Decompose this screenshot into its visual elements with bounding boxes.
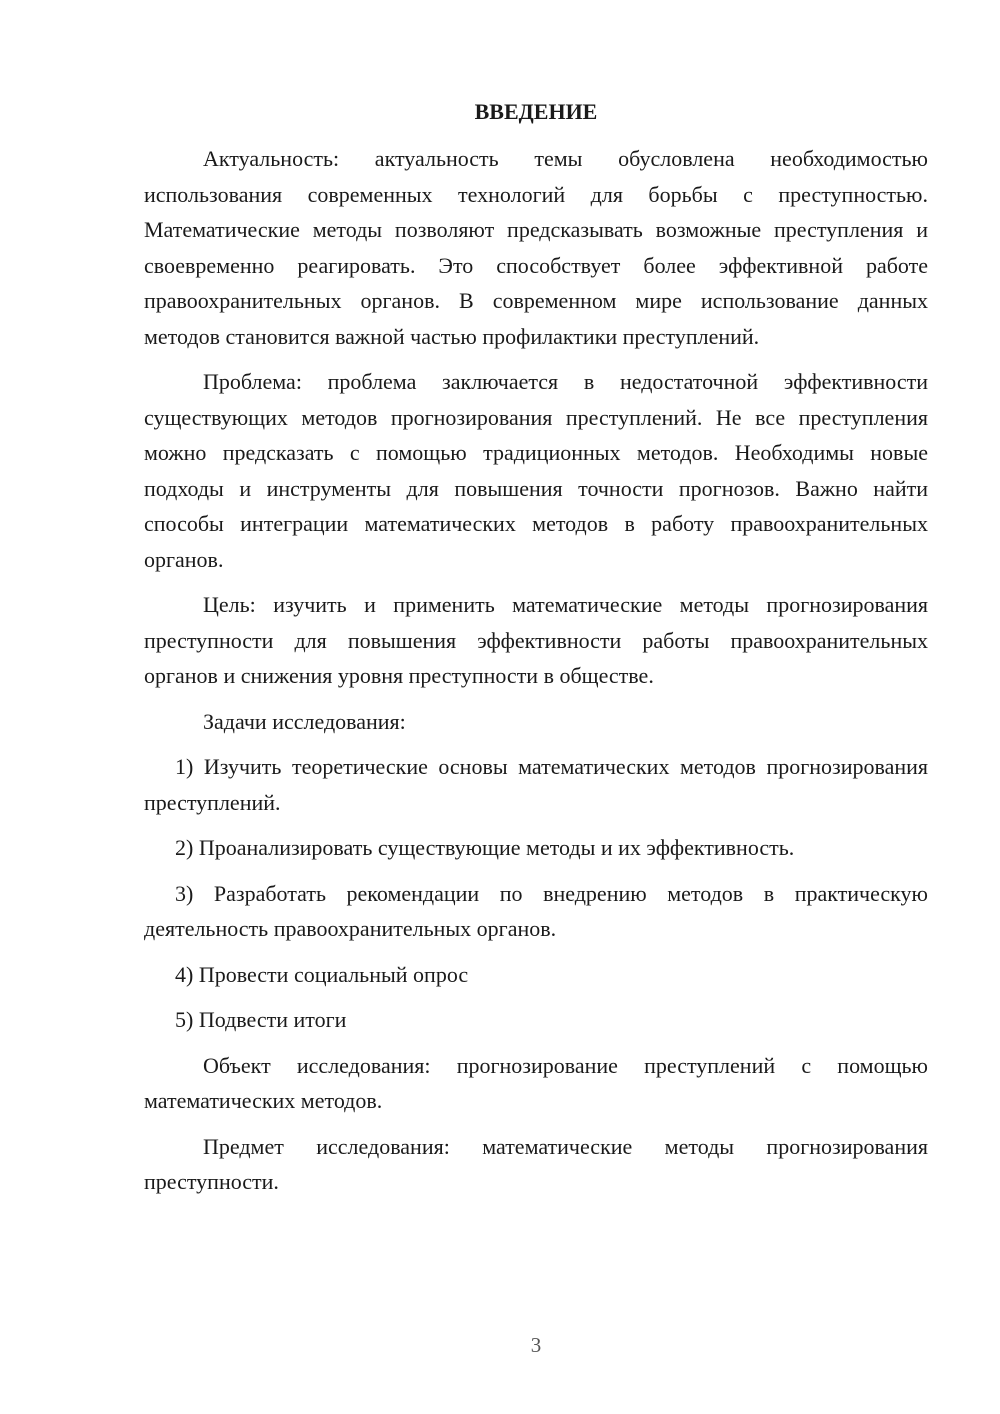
page-number: 3 — [530, 1333, 542, 1357]
task-item-5: 5) Подвести итоги — [175, 1007, 347, 1032]
relevance-paragraph: Актуальность: актуальность темы обусловлена необходимостью использования современных технологий для борьбы с преступностью. Математические методы позволяют предсказывать возможные преступления и своевременно реагировать. Это способствует более эффективной работе правоохранительных органов. В современном мире использование данных методов становится важной частью профилактики преступлений. — [144, 146, 928, 349]
tasks-intro: Задачи исследования: — [203, 708, 406, 734]
problem-paragraph: Проблема: проблема заключается в недостаточной эффективности существующих методов прогнозирования преступлений. Не все преступления можно предсказать с помощью традиционных методов. Необходимы новые подходы и инструменты для повышения точности прогнозов. Важно найти способы интеграции математических методов в работу правоохранительных органов. — [144, 369, 928, 572]
task-item-4: 4) Провести социальный опрос — [175, 961, 469, 987]
section-heading: ВВЕДЕНИЕ — [474, 99, 598, 124]
subject-paragraph: Предмет исследования: математические методы прогнозирования преступности. — [144, 1133, 928, 1194]
task-item-2: 2) Проанализировать существующие методы и их эффективность. — [175, 835, 795, 860]
page-content — [144, 94, 928, 1210]
task-item-1: 1) Изучить теоретические основы математических методов прогнозирования преступлений. — [144, 754, 928, 815]
task-item-3: 3) Разработать рекомендации по внедрению методов в практическую деятельность правоохранительных органов. — [144, 880, 928, 941]
goal-paragraph: Цель: изучить и применить математические методы прогнозирования преступности для повышения эффективности работы правоохранительных органов и снижения уровня преступности в обществе. — [144, 592, 928, 688]
object-paragraph: Объект исследования: прогнозирование преступлений с помощью математических методов. — [144, 1052, 928, 1113]
